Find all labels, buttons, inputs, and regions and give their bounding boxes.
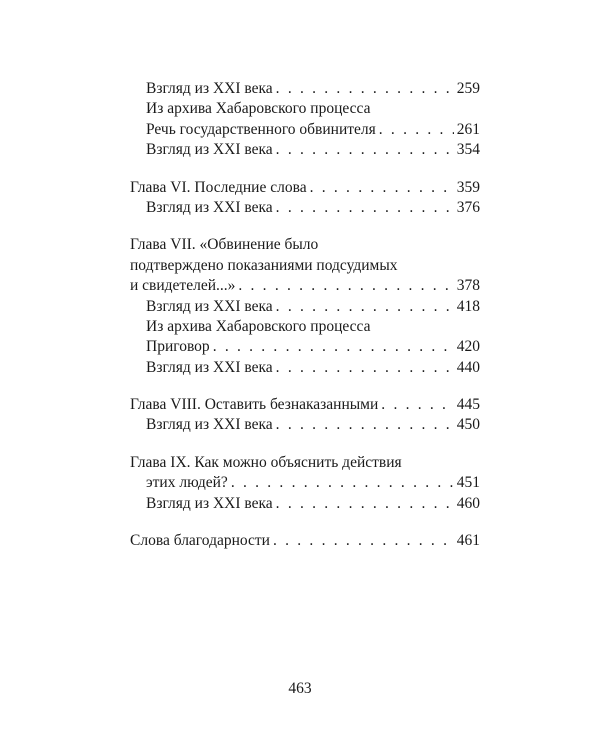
toc-entry: [130, 415, 480, 435]
leader-dots: [276, 79, 454, 99]
toc-entry-page: 420: [456, 338, 480, 356]
toc-entry-title: Глава VIII. Оставить безнаказанными: [130, 396, 379, 414]
toc-entry-page: 460: [456, 494, 480, 512]
toc-entry-page: 440: [456, 358, 480, 376]
toc-entry-page: 359: [456, 178, 480, 196]
page-number: 463: [288, 680, 312, 697]
toc-entry-heading: [130, 317, 480, 337]
toc-entry-page: 261: [456, 120, 480, 138]
toc-chapter-heading: [130, 256, 480, 276]
toc-entry-page: 451: [456, 474, 480, 492]
toc-entry: [130, 297, 480, 317]
toc-entry-title: Приговор: [146, 338, 210, 356]
toc-chapter-entry: [130, 531, 480, 551]
toc-entry-page: 354: [456, 141, 480, 159]
toc-entry-title: Глава IX. Как можно объяснить действия: [130, 453, 402, 471]
toc-entry-page: 378: [456, 277, 480, 295]
leader-dots: [238, 276, 453, 296]
toc-entry-title: Из архива Хабаровского процесса: [146, 100, 371, 118]
toc-entry-title: Взгляд из XXI века: [146, 358, 273, 376]
leader-dots: [276, 297, 454, 317]
toc-entry-page: 376: [456, 198, 480, 216]
toc-entry: [130, 337, 480, 357]
toc-chapter-heading: [130, 235, 480, 255]
leader-dots: [276, 198, 454, 218]
toc-entry-page: 445: [456, 396, 480, 414]
toc-entry-title: Слова благодарности: [130, 532, 270, 550]
toc-entry: [130, 198, 480, 218]
toc-chapter-heading: [130, 453, 480, 473]
toc-entry-title: Речь государственного обвинителя: [146, 120, 376, 138]
toc-entry-page: 418: [456, 297, 480, 315]
toc-entry: [130, 358, 480, 378]
toc-group: [130, 235, 480, 378]
leader-dots: [276, 358, 454, 378]
leader-dots: [381, 395, 453, 415]
toc-entry-heading: [130, 99, 480, 119]
leader-dots: [276, 140, 454, 160]
table-of-contents: [130, 79, 480, 568]
toc-chapter-entry: [130, 178, 480, 198]
leader-dots: [310, 178, 454, 198]
toc-group: [130, 531, 480, 551]
toc-chapter-entry: [130, 276, 480, 296]
toc-entry-title: Взгляд из XXI века: [146, 494, 273, 512]
toc-entry-title: Глава VI. Последние слова: [130, 178, 307, 196]
leader-dots: [231, 473, 454, 493]
toc-entry-title: Взгляд из XXI века: [146, 198, 273, 216]
toc-entry-title: подтверждено показаниями подсудимых: [130, 256, 398, 274]
toc-group: [130, 395, 480, 436]
toc-entry-title: этих людей?: [146, 474, 228, 492]
toc-entry-title: Глава VII. «Обвинение было: [130, 236, 319, 254]
toc-entry-page: 259: [456, 80, 480, 97]
leader-dots: [213, 337, 454, 357]
toc-group: [130, 79, 480, 161]
toc-chapter-entry: [130, 473, 480, 493]
toc-entry-title: Из архива Хабаровского процесса: [146, 317, 371, 335]
leader-dots: [273, 531, 454, 551]
toc-entry-title: Взгляд из XXI века: [146, 416, 273, 434]
leader-dots: [276, 415, 454, 435]
toc-entry-title: Взгляд из XXI века: [146, 141, 273, 159]
toc-entry: [130, 79, 480, 99]
leader-dots: [276, 494, 454, 514]
leader-dots: [379, 120, 454, 140]
toc-entry-title: Взгляд из XXI века: [146, 297, 273, 315]
toc-entry-title: и свидетелей...»: [130, 277, 236, 295]
toc-entry: [130, 120, 480, 140]
toc-group: [130, 178, 480, 219]
toc-entry-page: 450: [456, 416, 480, 434]
toc-entry: [130, 494, 480, 514]
toc-entry-title: Взгляд из XXI века: [146, 80, 273, 97]
toc-entry: [130, 140, 480, 160]
toc-entry-page: 461: [456, 532, 480, 550]
toc-group: [130, 453, 480, 514]
toc-chapter-entry: [130, 395, 480, 415]
